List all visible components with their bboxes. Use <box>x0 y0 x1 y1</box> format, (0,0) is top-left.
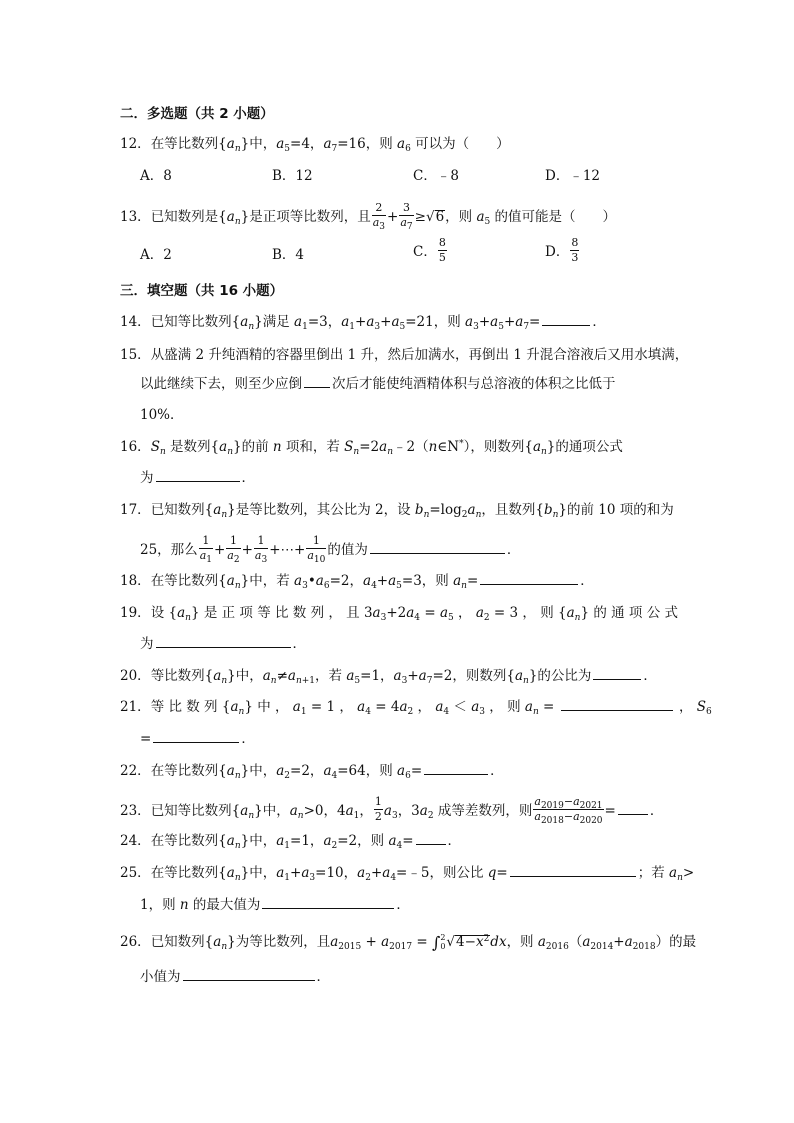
question-23: 23．已知等比数列$\{a_n\}$中，$a_n>0$，$4a_1$， $\frac{1}{2}$ $a_3$，$3a_2$ 成等差数列，则 $\frac{a_{2019}-a_{2021}}{a_{2018}-a_{2020}}$ = ． <box>120 795 664 826</box>
answer-blank[interactable] <box>153 730 239 743</box>
question-26-line1: 26．已知数列$\{a_n\}$为等比数列，且$a_{2015} + a_{2017}$ = ∫ 2 0 $√4-x^2dx$，则 $a_{2016}(a_{2014}+a_{2018})$的最 <box>120 932 697 952</box>
answer-blank[interactable] <box>370 541 505 554</box>
question-number: 25． <box>120 865 151 881</box>
question-number: 13． <box>120 209 151 225</box>
question-25-line1: 25．在等比数列$\{a_n\}$中，$a_1+a_3=10$，$a_2+a_4=﹣5$，则公比 q= ；若 $a_n>$ <box>120 865 695 883</box>
option-b: B．12 <box>272 168 313 184</box>
answer-blank[interactable] <box>156 635 291 648</box>
answer-blank[interactable] <box>262 896 394 909</box>
option-d: D． $\frac{8}{3}$ <box>545 236 579 264</box>
answer-blank[interactable] <box>510 864 636 877</box>
question-17-line2: 25，那么 $\frac{1}{a_1}$ + $\frac{1}{a_2}$ + $\frac{1}{a_3}$ +⋯+ $\frac{1}{a_{10}}$ 的值为 ． <box>140 534 521 565</box>
option-c: C． $\frac{8}{5}$ <box>413 236 446 264</box>
option-a: A．8 <box>140 168 172 184</box>
question-22: 22．在等比数列$\{a_n\}$中，$a_2=2$，$a_4=64$，则 $a_6=$ ． <box>120 763 504 781</box>
question-number: 17． <box>120 502 151 518</box>
answer-blank[interactable] <box>416 832 446 845</box>
question-21-line1: 21．等 比 数 列 $\{a_n\}$ 中 ， $a_1 = 1$ ， $a_4 = 4a_2$ ， $a_4 < a_3$ ， 则 $a_n$ = ， $S_6$ <box>120 699 712 717</box>
answer-blank[interactable] <box>593 667 641 680</box>
question-26-line2: 小值为 ． <box>140 969 330 985</box>
question-text: 从盛满 2 升纯酒精的容器里倒出 1 升，然后加满水，再倒出 1 升混合溶液后又用水填满， <box>150 347 689 363</box>
answer-blank[interactable] <box>561 698 673 711</box>
question-21-line2: = ． <box>140 731 255 747</box>
question-17-line1: 17．已知数列$\{a_n\}$是等比数列，其公比为 2，设 $b_n=\log_2a_n$，且数列$\{b_n\}$的前 10 项的和为 <box>120 502 674 520</box>
answer-blank[interactable] <box>424 762 488 775</box>
question-13: 13．已知数列是$\{a_n\}$是正项等比数列，且 $\frac{2}{a_3}$ + $\frac{3}{a_7}$ ≥√6，则 $a_5$ 的值可能是（ ） <box>120 201 617 232</box>
question-25-line2: 1，则 n 的最大值为 ． <box>140 897 410 913</box>
question-text: 次后才能使纯酒精体积与总溶液的体积之比低于 <box>332 376 616 392</box>
question-18: 18．在等比数列$\{a_n\}$中，若 $a_3•a_6=2$，$a_4+a_5=3$，则 $a_n=$ ． <box>120 573 594 591</box>
question-number: 21． <box>120 699 151 715</box>
question-number: 14． <box>120 314 151 330</box>
question-19-line1: 19．设 $\{a_n\}$ 是 正 项 等 比 数 列 ， 且 $3a_3+2a_4 = a_5$ ， $a_2 = 3$ ， 则 $\{a_n\}$ 的 通 项 公 式 <box>120 605 678 623</box>
option-d: D．﹣12 <box>545 168 601 184</box>
answer-blank[interactable] <box>480 572 578 585</box>
question-number: 20． <box>120 668 151 684</box>
question-16-line1: 16．$S_n$ 是数列$\{a_n\}$的前 n 项和，若 $S_n=2a_n﹣2(n\in N^*)$，则数列$\{a_n\}$的通项公式 <box>120 439 623 457</box>
question-number: 19． <box>120 605 151 621</box>
question-number: 23． <box>120 803 151 819</box>
section-heading-fill-in: 三．填空题（共 16 小题） <box>120 283 284 299</box>
answer-blank[interactable] <box>542 313 590 326</box>
option-b: B．4 <box>272 247 305 263</box>
question-12: 12．在等比数列$\{a_n\}$中，$a_5=4$，$a_7=16$，则 $a_6$ 可以为（ ） <box>120 136 510 154</box>
question-24: 24．在等比数列$\{a_n\}$中，$a_1=1$，$a_2=2$，则 $a_4=$ ． <box>120 833 462 851</box>
option-a: A．2 <box>140 247 172 263</box>
question-number: 24． <box>120 833 151 849</box>
question-text: 以此继续下去，则至少应倒 <box>140 376 302 392</box>
question-number: 26． <box>120 934 151 950</box>
question-number: 18． <box>120 573 151 589</box>
question-number: 12． <box>120 136 151 152</box>
answer-blank[interactable] <box>183 968 315 981</box>
question-15-line3: 10%． <box>140 407 184 423</box>
question-15-line2 <box>140 375 616 393</box>
option-c: C．﹣8 <box>413 168 459 184</box>
question-15-line1 <box>120 346 688 364</box>
question-14: 14．已知等比数列$\{a_n\}$满足 $a_1=3$，$a_1+a_3+a_5=21$，则 $a_3+a_5+a_7=$ ． <box>120 314 606 332</box>
answer-blank[interactable] <box>618 802 648 815</box>
question-20: 20．等比数列$\{a_n\}$中，$a_n\ne a_{n+1}$，若 $a_5=1$，$a_3+a_7=2$，则数列$\{a_n\}$的公比为 ． <box>120 668 657 686</box>
question-number: 22． <box>120 763 151 779</box>
answer-blank[interactable] <box>304 375 330 388</box>
question-number: 16． <box>120 439 151 455</box>
question-19-line2: 为 ． <box>140 636 306 652</box>
question-16-line2: 为 ． <box>140 470 255 486</box>
section-heading-multiple-choice: 二．多选题（共 2 小题） <box>120 106 274 122</box>
question-number: 15． <box>120 347 151 363</box>
answer-blank[interactable] <box>156 469 240 482</box>
